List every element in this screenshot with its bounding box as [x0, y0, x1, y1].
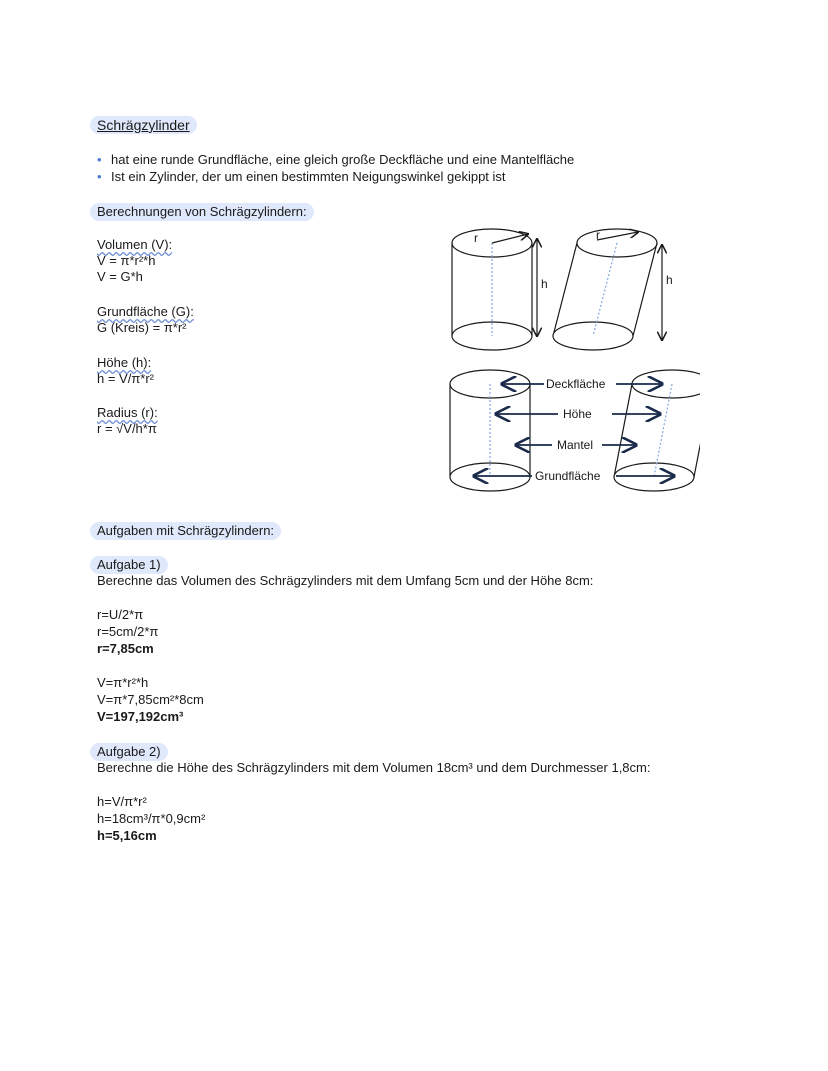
task1-result-r: r=7,85cm	[97, 641, 154, 656]
straight-cylinder-bottom	[450, 370, 530, 491]
oblique-cylinder-bottom	[614, 370, 700, 491]
base-formula: G (Kreis) = π*r²	[97, 320, 187, 335]
radius-formula: r = √V/h*π	[97, 421, 157, 436]
base-label: Grundfläche (G):	[97, 304, 194, 319]
radius-label-left: r	[474, 231, 478, 245]
bullet-text: hat eine runde Grundfläche, eine gleich große Deckfläche und eine Mantelfläche	[111, 152, 575, 167]
list-item	[97, 151, 574, 168]
height-label-right: h	[666, 273, 673, 287]
task2-line-1: h=V/π*r²	[97, 794, 147, 809]
height-formula: h = V/π*r²	[97, 371, 155, 386]
task1-line-1: r=U/2*π	[97, 607, 144, 622]
task2-text: Berechne die Höhe des Schrägzylinders mit dem Volumen 18cm³ und dem Durchmesser 1,8cm:	[97, 760, 651, 775]
bullet-icon: •	[97, 169, 102, 184]
radius-label: Radius (r):	[97, 405, 158, 420]
volume-formula-1: V = π*r²*h	[97, 253, 156, 268]
bullet-icon: •	[97, 152, 102, 167]
height-label: Höhe (h):	[97, 355, 152, 370]
bullet-list	[97, 151, 574, 185]
task2-result-h: h=5,16cm	[97, 828, 157, 843]
page-title: Schrägzylinder	[90, 116, 197, 134]
task2-label: Aufgabe 2)	[90, 743, 168, 761]
label-grundflaeche: Grundfläche	[535, 469, 601, 483]
bullet-text: Ist ein Zylinder, der um einen bestimmten Neigungswinkel gekippt ist	[111, 169, 506, 184]
task2-line-2: h=18cm³/π*0,9cm²	[97, 811, 206, 826]
task1-line-2: r=5cm/2*π	[97, 624, 159, 639]
label-hoehe: Höhe	[563, 407, 592, 421]
task1-label: Aufgabe 1)	[90, 556, 168, 574]
list-item	[97, 168, 574, 185]
volume-formula-2: V = G*h	[97, 269, 143, 284]
task1-line-4: V=π*r²*h	[97, 675, 149, 690]
cylinder-diagram	[440, 218, 700, 498]
task1-line-5: V=π*7,85cm²*8cm	[97, 692, 204, 707]
height-label-left: h	[541, 277, 548, 291]
radius-label-right: r	[596, 228, 600, 242]
volume-label: Volumen (V):	[97, 237, 173, 252]
oblique-cylinder	[553, 229, 662, 350]
task1-result-v: V=197,192cm³	[97, 709, 184, 724]
task1-text: Berechne das Volumen des Schrägzylinders mit dem Umfang 5cm und der Höhe 8cm:	[97, 573, 594, 588]
tasks-heading: Aufgaben mit Schrägzylindern:	[90, 522, 281, 540]
label-deckflaeche: Deckfläche	[546, 377, 606, 391]
straight-cylinder	[452, 229, 537, 350]
label-mantel: Mantel	[557, 438, 594, 452]
calc-heading: Berechnungen von Schrägzylindern:	[90, 203, 314, 221]
